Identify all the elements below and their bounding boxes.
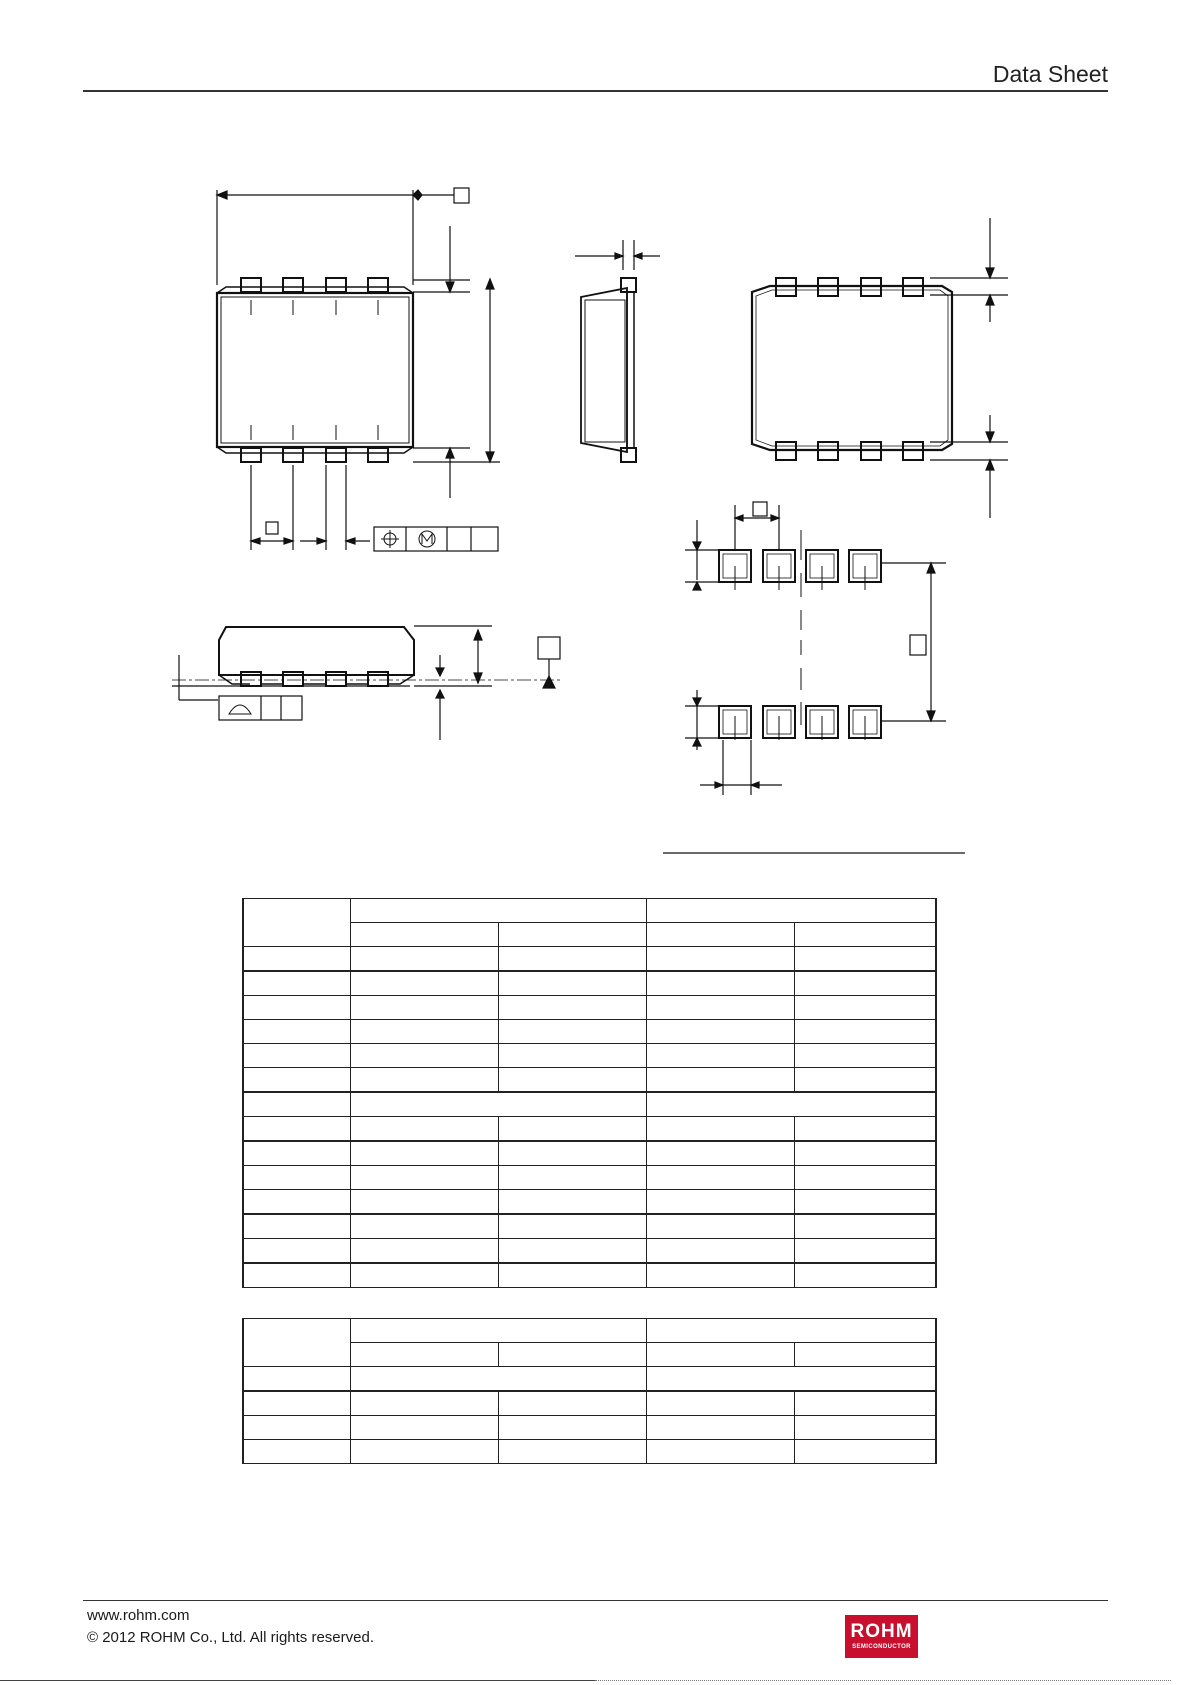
table-row (243, 947, 936, 972)
table-cell (351, 899, 647, 923)
table-row (243, 1416, 936, 1440)
logo-tagline: SEMICONDUCTOR (852, 1644, 911, 1650)
table-row (243, 1263, 936, 1288)
dimension-table-2 (242, 1318, 937, 1464)
table-row (243, 1367, 936, 1392)
table-cell (499, 1343, 647, 1367)
datum-triangle-icon (543, 676, 555, 688)
bottom-view (752, 218, 1008, 518)
table-row (243, 1166, 936, 1190)
side-view (172, 626, 560, 740)
table-cell (647, 1319, 937, 1343)
profile-tolerance-icon (229, 705, 251, 714)
logo-brand: ROHM (850, 1621, 913, 1642)
mmc-icon (419, 531, 435, 547)
table-row (243, 1190, 936, 1215)
table-row (243, 1214, 936, 1239)
position-tolerance-icon (381, 530, 399, 548)
table-cell (647, 923, 795, 947)
table-row (243, 1391, 936, 1416)
table-cell (795, 923, 937, 947)
footer-copyright: © 2012 ROHM Co., Ltd. All rights reserved. (87, 1629, 374, 1646)
table-row (243, 1020, 936, 1044)
table-row (243, 1092, 936, 1117)
table-row (243, 1141, 936, 1166)
end-view (575, 240, 660, 462)
table-cell (243, 899, 351, 947)
table-row (243, 971, 936, 996)
table-row (243, 1239, 936, 1264)
table-cell (499, 923, 647, 947)
table-row (243, 1044, 936, 1068)
header-title: Data Sheet (992, 61, 1108, 87)
table-cell (647, 899, 937, 923)
land-pattern (663, 502, 965, 853)
table-cell (351, 1343, 499, 1367)
rohm-logo (845, 1615, 918, 1658)
footer-rule (83, 1600, 1108, 1601)
table-row (243, 1068, 936, 1093)
bottom-rule (0, 1680, 595, 1681)
table-cell (351, 923, 499, 947)
top-view (217, 188, 500, 551)
table-row (243, 1440, 936, 1464)
table-row (243, 996, 936, 1020)
bottom-dotted-rule (595, 1680, 1171, 1681)
footer-url: www.rohm.com (87, 1607, 190, 1624)
table-cell (351, 1319, 647, 1343)
table-cell (795, 1343, 937, 1367)
table-cell (243, 1319, 351, 1367)
table-cell (647, 1343, 795, 1367)
dimension-table-1 (242, 898, 937, 1288)
table-row (243, 1117, 936, 1142)
